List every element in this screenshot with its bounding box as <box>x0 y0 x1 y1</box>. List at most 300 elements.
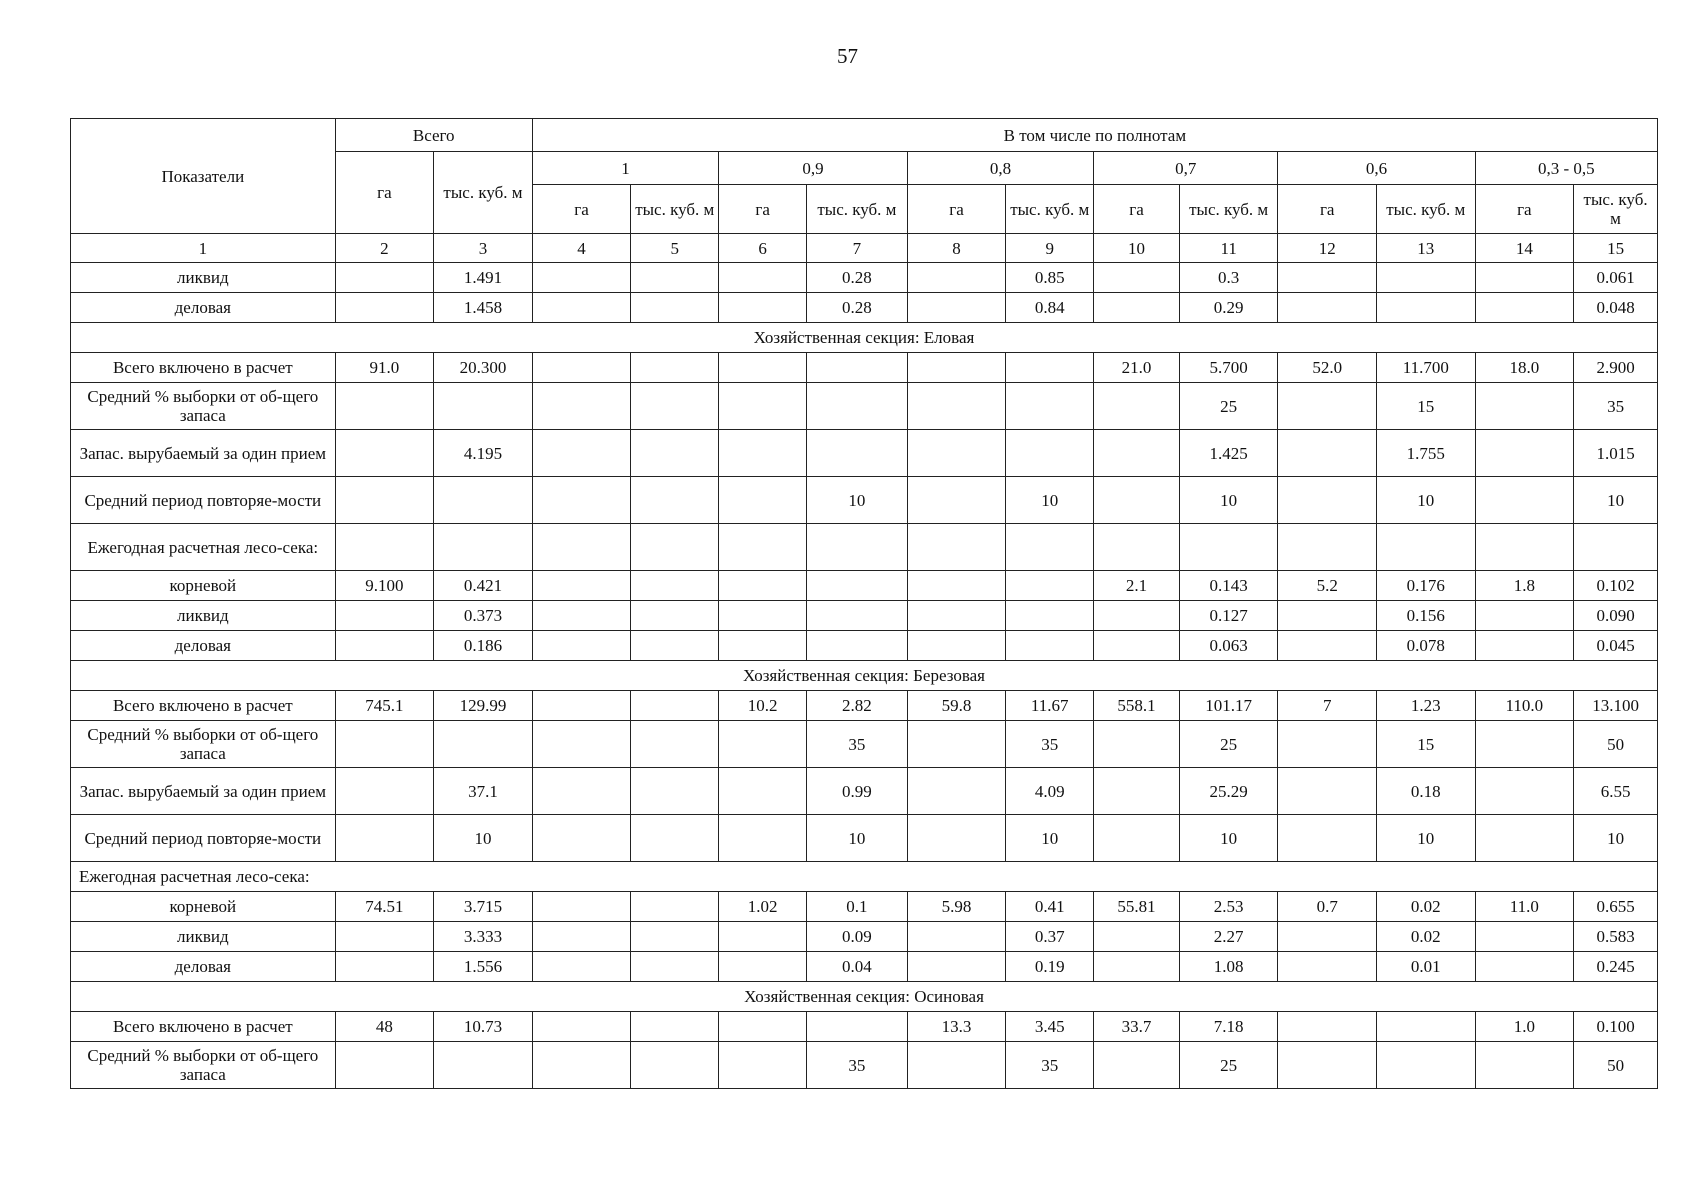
row-label: Всего включено в расчет <box>71 353 336 383</box>
table-cell <box>1475 1042 1574 1089</box>
table-cell: 1.02 <box>719 892 807 922</box>
table-cell <box>1278 383 1377 430</box>
table-cell: 55.81 <box>1094 892 1180 922</box>
table-cell <box>532 952 631 982</box>
table-cell: 110.0 <box>1475 691 1574 721</box>
table-cell <box>907 1042 1006 1089</box>
table-cell: 3.715 <box>434 892 533 922</box>
table-cell: 11.700 <box>1377 353 1476 383</box>
column-number-cell: 15 <box>1574 234 1658 263</box>
table-cell: 35 <box>807 1042 908 1089</box>
table-cell: 11.67 <box>1006 691 1094 721</box>
header-unit-ga: га <box>1278 185 1377 234</box>
table-cell <box>631 293 719 323</box>
table-cell <box>907 571 1006 601</box>
table-cell <box>719 571 807 601</box>
table-cell: 35 <box>807 721 908 768</box>
table-cell <box>807 353 908 383</box>
header-unit-tys-kub-m: тыс. куб. м <box>807 185 908 234</box>
table-cell <box>1006 383 1094 430</box>
table-cell <box>631 524 719 571</box>
table-cell: 0.102 <box>1574 571 1658 601</box>
table-cell <box>335 263 434 293</box>
table-cell <box>719 263 807 293</box>
column-number-cell: 7 <box>807 234 908 263</box>
table-cell <box>335 293 434 323</box>
table-cell: 1.425 <box>1179 430 1278 477</box>
table-cell <box>335 721 434 768</box>
table-cell: 0.061 <box>1574 263 1658 293</box>
column-number-cell: 8 <box>907 234 1006 263</box>
table-cell: 10 <box>1006 815 1094 862</box>
table-cell <box>1278 721 1377 768</box>
table-cell: 0.7 <box>1278 892 1377 922</box>
table-cell <box>1278 430 1377 477</box>
table-cell <box>907 477 1006 524</box>
table-cell <box>1475 631 1574 661</box>
header-unit-tys-kub-m: тыс. куб. м <box>1179 185 1278 234</box>
table-cell: 0.28 <box>807 263 908 293</box>
table-row <box>71 892 1658 922</box>
table-cell <box>532 263 631 293</box>
table-cell <box>631 430 719 477</box>
table-cell <box>1094 263 1180 293</box>
header-polnota-1: 1 <box>532 152 718 185</box>
table-cell <box>907 263 1006 293</box>
table-cell: 20.300 <box>434 353 533 383</box>
table-cell <box>907 293 1006 323</box>
table-cell <box>907 524 1006 571</box>
table-cell <box>434 1042 533 1089</box>
row-label: Ежегодная расчетная лесо-сека: <box>71 524 336 571</box>
table-cell: 0.02 <box>1377 922 1476 952</box>
table-cell <box>631 721 719 768</box>
table-cell <box>631 768 719 815</box>
table-cell <box>1278 601 1377 631</box>
table-cell: 9.100 <box>335 571 434 601</box>
table-cell: 10 <box>1377 815 1476 862</box>
table-cell <box>907 383 1006 430</box>
header-unit-tys-kub-m: тыс. куб. м <box>1377 185 1476 234</box>
table-cell <box>532 815 631 862</box>
table-cell <box>807 571 908 601</box>
section-row <box>71 862 1658 892</box>
table-cell <box>335 383 434 430</box>
table-cell: 10 <box>434 815 533 862</box>
row-label: Средний % выборки от об-щего запаса <box>71 383 336 430</box>
table-cell <box>335 477 434 524</box>
table-cell <box>907 768 1006 815</box>
table-cell <box>1278 263 1377 293</box>
table-cell: 35 <box>1006 721 1094 768</box>
table-cell <box>719 768 807 815</box>
table-cell: 1.755 <box>1377 430 1476 477</box>
column-number-cell: 2 <box>335 234 434 263</box>
table-cell <box>719 383 807 430</box>
table-cell: 25 <box>1179 383 1278 430</box>
table-cell <box>631 892 719 922</box>
table-cell <box>719 477 807 524</box>
table-cell <box>631 952 719 982</box>
row-label: деловая <box>71 631 336 661</box>
row-label: Всего включено в расчет <box>71 1012 336 1042</box>
column-number-cell: 11 <box>1179 234 1278 263</box>
column-number-cell: 1 <box>71 234 336 263</box>
table-cell <box>719 601 807 631</box>
table-cell <box>1094 721 1180 768</box>
table-cell: 0.048 <box>1574 293 1658 323</box>
table-cell <box>631 1042 719 1089</box>
table-row <box>71 691 1658 721</box>
table-cell: 0.28 <box>807 293 908 323</box>
table-header <box>71 119 1658 263</box>
table-cell: 3.333 <box>434 922 533 952</box>
table-row <box>71 721 1658 768</box>
table-cell: 0.127 <box>1179 601 1278 631</box>
table-cell <box>434 383 533 430</box>
table-cell: 50 <box>1574 721 1658 768</box>
table-cell: 1.0 <box>1475 1012 1574 1042</box>
column-number-cell: 9 <box>1006 234 1094 263</box>
table-cell <box>1278 952 1377 982</box>
table-cell <box>434 721 533 768</box>
header-polnota-09: 0,9 <box>719 152 908 185</box>
table-cell <box>719 815 807 862</box>
table-cell <box>532 691 631 721</box>
table-cell: 2.53 <box>1179 892 1278 922</box>
row-label: Средний период повторяе-мости <box>71 815 336 862</box>
table-cell: 15 <box>1377 383 1476 430</box>
row-label: деловая <box>71 293 336 323</box>
table-cell <box>719 631 807 661</box>
table-cell <box>335 768 434 815</box>
table-row <box>71 293 1658 323</box>
table-cell: 5.98 <box>907 892 1006 922</box>
table-row <box>71 524 1658 571</box>
table-cell: 10 <box>1179 815 1278 862</box>
table-row <box>71 353 1658 383</box>
table-cell <box>631 815 719 862</box>
table-cell: 2.1 <box>1094 571 1180 601</box>
table-cell: 25 <box>1179 1042 1278 1089</box>
table-cell <box>1094 383 1180 430</box>
table-cell: 558.1 <box>1094 691 1180 721</box>
table-cell: 10 <box>1179 477 1278 524</box>
table-cell <box>335 922 434 952</box>
table-row <box>71 631 1658 661</box>
table-cell <box>719 430 807 477</box>
section-title: Ежегодная расчетная лесо-сека: <box>71 862 1658 892</box>
table-cell: 745.1 <box>335 691 434 721</box>
table-cell: 0.85 <box>1006 263 1094 293</box>
table-cell: 1.8 <box>1475 571 1574 601</box>
table-cell: 7.18 <box>1179 1012 1278 1042</box>
section-row <box>71 323 1658 353</box>
table-cell <box>631 353 719 383</box>
table-cell <box>807 1012 908 1042</box>
header-unit-tys-kub-m: тыс. куб. м <box>631 185 719 234</box>
table-cell: 1.491 <box>434 263 533 293</box>
table-row <box>71 952 1658 982</box>
table-cell: 0.421 <box>434 571 533 601</box>
table-cell: 25 <box>1179 721 1278 768</box>
table-cell <box>1179 524 1278 571</box>
table-cell <box>434 524 533 571</box>
table-cell <box>1475 952 1574 982</box>
table-cell <box>1475 768 1574 815</box>
table-row <box>71 383 1658 430</box>
table-cell <box>532 721 631 768</box>
table-cell: 35 <box>1006 1042 1094 1089</box>
table-cell <box>719 952 807 982</box>
table-cell: 6.55 <box>1574 768 1658 815</box>
table-cell: 7 <box>1278 691 1377 721</box>
table-cell: 1.556 <box>434 952 533 982</box>
table-cell <box>1094 1042 1180 1089</box>
table-cell <box>1475 815 1574 862</box>
table-cell <box>532 430 631 477</box>
column-number-cell: 14 <box>1475 234 1574 263</box>
table-cell: 0.176 <box>1377 571 1476 601</box>
table-cell <box>1377 1012 1476 1042</box>
table-cell <box>907 631 1006 661</box>
table-cell <box>807 631 908 661</box>
table-row <box>71 1012 1658 1042</box>
table-cell: 0.02 <box>1377 892 1476 922</box>
header-unit-ga: га <box>907 185 1006 234</box>
row-label: корневой <box>71 892 336 922</box>
table-cell <box>1006 571 1094 601</box>
table-cell: 0.01 <box>1377 952 1476 982</box>
table-cell <box>335 1042 434 1089</box>
table-cell <box>1475 293 1574 323</box>
table-cell: 10.2 <box>719 691 807 721</box>
table-cell: 0.29 <box>1179 293 1278 323</box>
table-cell <box>1377 293 1476 323</box>
column-number-cell: 12 <box>1278 234 1377 263</box>
table-cell: 37.1 <box>434 768 533 815</box>
table-cell <box>719 1012 807 1042</box>
header-vsego-ga: га <box>335 152 434 234</box>
table-row <box>71 477 1658 524</box>
table-cell: 129.99 <box>434 691 533 721</box>
table-cell <box>1094 430 1180 477</box>
table-cell <box>1475 601 1574 631</box>
table-cell <box>719 524 807 571</box>
row-label: ликвид <box>71 263 336 293</box>
table-cell <box>1278 815 1377 862</box>
table-cell: 101.17 <box>1179 691 1278 721</box>
table-cell: 0.143 <box>1179 571 1278 601</box>
table-cell <box>1006 601 1094 631</box>
table-cell: 0.37 <box>1006 922 1094 952</box>
table-cell: 91.0 <box>335 353 434 383</box>
section-row <box>71 661 1658 691</box>
table-cell <box>907 952 1006 982</box>
header-v-tom-chisle: В том числе по полнотам <box>532 119 1657 152</box>
table-cell <box>1094 815 1180 862</box>
column-number-cell: 3 <box>434 234 533 263</box>
row-label: Средний % выборки от об-щего запаса <box>71 721 336 768</box>
table-cell <box>335 524 434 571</box>
table-cell <box>907 815 1006 862</box>
table-cell <box>907 601 1006 631</box>
table-cell <box>1006 430 1094 477</box>
table-cell <box>532 631 631 661</box>
table-cell <box>631 691 719 721</box>
table-cell <box>1475 263 1574 293</box>
table-cell: 0.84 <box>1006 293 1094 323</box>
table-cell: 0.373 <box>434 601 533 631</box>
column-number-cell: 4 <box>532 234 631 263</box>
table-cell <box>532 601 631 631</box>
column-number-cell: 5 <box>631 234 719 263</box>
table-cell <box>1475 721 1574 768</box>
table-cell <box>1094 922 1180 952</box>
table-cell <box>631 263 719 293</box>
forest-allowance-table <box>70 118 1658 1089</box>
header-unit-tys-kub-m: тыс. куб. м <box>1574 185 1658 234</box>
table-cell: 0.078 <box>1377 631 1476 661</box>
table-cell: 0.100 <box>1574 1012 1658 1042</box>
table-cell: 33.7 <box>1094 1012 1180 1042</box>
table-cell <box>1278 631 1377 661</box>
table-cell: 3.45 <box>1006 1012 1094 1042</box>
table-cell: 1.08 <box>1179 952 1278 982</box>
table-cell <box>532 1012 631 1042</box>
row-label: Запас. вырубаемый за один прием <box>71 768 336 815</box>
table-cell <box>335 430 434 477</box>
table-cell <box>1278 293 1377 323</box>
column-number-cell: 13 <box>1377 234 1476 263</box>
table-cell: 0.245 <box>1574 952 1658 982</box>
table-cell: 11.0 <box>1475 892 1574 922</box>
table-cell <box>807 524 908 571</box>
table-cell: 21.0 <box>1094 353 1180 383</box>
section-title: Хозяйственная секция: Еловая <box>71 323 1658 353</box>
table-cell: 10 <box>1574 477 1658 524</box>
table-cell <box>532 293 631 323</box>
table-cell <box>807 430 908 477</box>
header-unit-ga: га <box>1475 185 1574 234</box>
table-row <box>71 768 1658 815</box>
table-cell: 13.100 <box>1574 691 1658 721</box>
table-cell: 0.090 <box>1574 601 1658 631</box>
header-unit-tys-kub-m: тыс. куб. м <box>1006 185 1094 234</box>
table-cell: 48 <box>335 1012 434 1042</box>
table-cell <box>532 353 631 383</box>
table-cell <box>1377 1042 1476 1089</box>
table-cell <box>719 1042 807 1089</box>
table-cell: 10 <box>807 477 908 524</box>
table-cell <box>434 477 533 524</box>
table-cell <box>532 571 631 601</box>
table-cell: 10 <box>1006 477 1094 524</box>
table-cell <box>631 383 719 430</box>
table-cell <box>631 477 719 524</box>
table-cell <box>532 768 631 815</box>
table-cell <box>1278 477 1377 524</box>
table-cell <box>1278 524 1377 571</box>
table-row <box>71 1042 1658 1089</box>
table-cell: 74.51 <box>335 892 434 922</box>
table-cell: 4.195 <box>434 430 533 477</box>
table-cell <box>1377 524 1476 571</box>
header-unit-ga: га <box>1094 185 1180 234</box>
column-number-cell: 6 <box>719 234 807 263</box>
table-cell <box>1377 263 1476 293</box>
table-cell <box>532 383 631 430</box>
table-cell: 0.655 <box>1574 892 1658 922</box>
row-label: Запас. вырубаемый за один прием <box>71 430 336 477</box>
table-cell <box>1094 952 1180 982</box>
table-cell <box>532 477 631 524</box>
table-cell: 52.0 <box>1278 353 1377 383</box>
header-polnota-03-05: 0,3 - 0,5 <box>1475 152 1657 185</box>
header-polnota-08: 0,8 <box>907 152 1093 185</box>
table-cell: 35 <box>1574 383 1658 430</box>
table-cell <box>807 383 908 430</box>
table-row <box>71 430 1658 477</box>
table-cell: 0.063 <box>1179 631 1278 661</box>
table-row <box>71 571 1658 601</box>
table-cell <box>532 1042 631 1089</box>
table-cell <box>1475 524 1574 571</box>
column-number-cell: 10 <box>1094 234 1180 263</box>
table-cell <box>1475 383 1574 430</box>
table-cell: 0.1 <box>807 892 908 922</box>
table-cell: 0.045 <box>1574 631 1658 661</box>
table-cell: 0.583 <box>1574 922 1658 952</box>
table-cell <box>335 952 434 982</box>
section-row <box>71 982 1658 1012</box>
table-cell <box>719 721 807 768</box>
table-cell <box>907 721 1006 768</box>
table-row <box>71 815 1658 862</box>
table-cell: 0.99 <box>807 768 908 815</box>
header-unit-ga: га <box>719 185 807 234</box>
table-cell: 25.29 <box>1179 768 1278 815</box>
table-cell: 1.458 <box>434 293 533 323</box>
row-label: Всего включено в расчет <box>71 691 336 721</box>
table-cell <box>719 293 807 323</box>
row-label: ликвид <box>71 601 336 631</box>
table-cell <box>1475 477 1574 524</box>
table-cell: 10 <box>1574 815 1658 862</box>
header-unit-ga: га <box>532 185 631 234</box>
table-cell <box>631 631 719 661</box>
table-cell <box>1094 293 1180 323</box>
table-cell <box>719 353 807 383</box>
table-cell <box>1094 631 1180 661</box>
table-cell: 1.23 <box>1377 691 1476 721</box>
table-cell <box>1278 768 1377 815</box>
table-cell: 0.3 <box>1179 263 1278 293</box>
table-cell <box>1475 430 1574 477</box>
table-cell: 0.41 <box>1006 892 1094 922</box>
table-cell <box>1574 524 1658 571</box>
table-cell <box>907 353 1006 383</box>
table-cell <box>1094 524 1180 571</box>
table-row <box>71 601 1658 631</box>
table-cell: 13.3 <box>907 1012 1006 1042</box>
page-number: 57 <box>837 44 858 68</box>
table-cell: 4.09 <box>1006 768 1094 815</box>
table-cell: 0.186 <box>434 631 533 661</box>
table-cell <box>1094 768 1180 815</box>
row-label: Средний период повторяе-мости <box>71 477 336 524</box>
table-cell <box>1278 1042 1377 1089</box>
